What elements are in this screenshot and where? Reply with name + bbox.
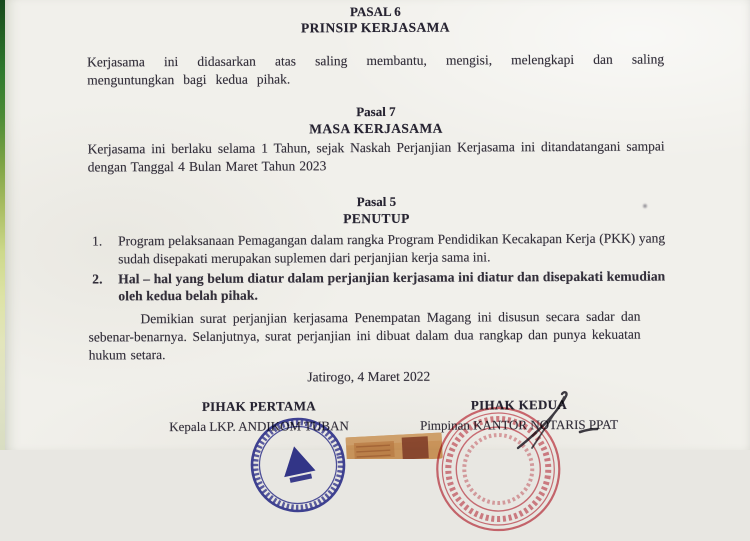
pasal6-subheading: PRINSIP KERJASAMA bbox=[300, 19, 450, 36]
pasal6-heading: PASAL 6 bbox=[349, 3, 401, 20]
pasal5-subheading: PENUTUP bbox=[343, 210, 410, 227]
second-party-title: PIHAK KEDUA bbox=[470, 397, 568, 413]
list-item-number: 1. bbox=[92, 233, 103, 249]
list-item-text: Hal – hal yang belum diatur dalam perjanjian kerjasama ini diatur dan disepakati kemudian oleh kedua belah pihak. bbox=[118, 268, 666, 304]
second-party-role: Pimpinan KANTOR NOTARIS PPAT bbox=[420, 416, 619, 433]
dateline: Jatirogo, 4 Maret 2022 bbox=[307, 368, 431, 385]
pasal7-subheading: MASA KERJASAMA bbox=[309, 120, 443, 137]
list-item bbox=[88, 267, 665, 306]
pasal7-heading: Pasal 7 bbox=[356, 103, 396, 120]
list-item-text: Program pelaksanaan Pemagangan dalam rangka Program Pendidikan Kecakapan Kerja (PKK) yang sudah disepakati merupakan suplemen dari perjanjian kerja sama ini. bbox=[118, 230, 666, 267]
blue-round-stamp-icon bbox=[246, 413, 350, 517]
first-party-role: Kepala LKP. ANDIKOM TUBAN bbox=[169, 418, 349, 435]
list-item-number: 2. bbox=[92, 271, 103, 287]
pasal7-paragraph: Kerjasama ini berlaku selama 1 Tahun, sejak Naskah Perjanjian Kerjasama ini ditandatangani sampai dengan Tanggal 4 Bulan Maret Tahun 2023 bbox=[87, 138, 665, 175]
penutup-list bbox=[88, 229, 665, 305]
document-body bbox=[87, 0, 666, 452]
pasal6-paragraph: Kerjasama ini didasarkan atas saling membantu, mengisi, melengkapi dan saling menguntungkan bagi kedua pihak. bbox=[87, 51, 665, 88]
first-party-title: PIHAK PERTAMA bbox=[201, 398, 317, 414]
pasal5-heading: Pasal 5 bbox=[356, 193, 397, 210]
closing-paragraph: Demikian surat perjanjian kerjasama Penempatan Magang ini disusun secara sadar dan sebenar-benarnya. Selanjutnya, surat perjanjian ini dibuat dalam dua rangkap dan punya kekuatan hukum setara. bbox=[88, 308, 641, 363]
signature-stroke-icon bbox=[498, 390, 616, 450]
list-item bbox=[88, 229, 665, 268]
